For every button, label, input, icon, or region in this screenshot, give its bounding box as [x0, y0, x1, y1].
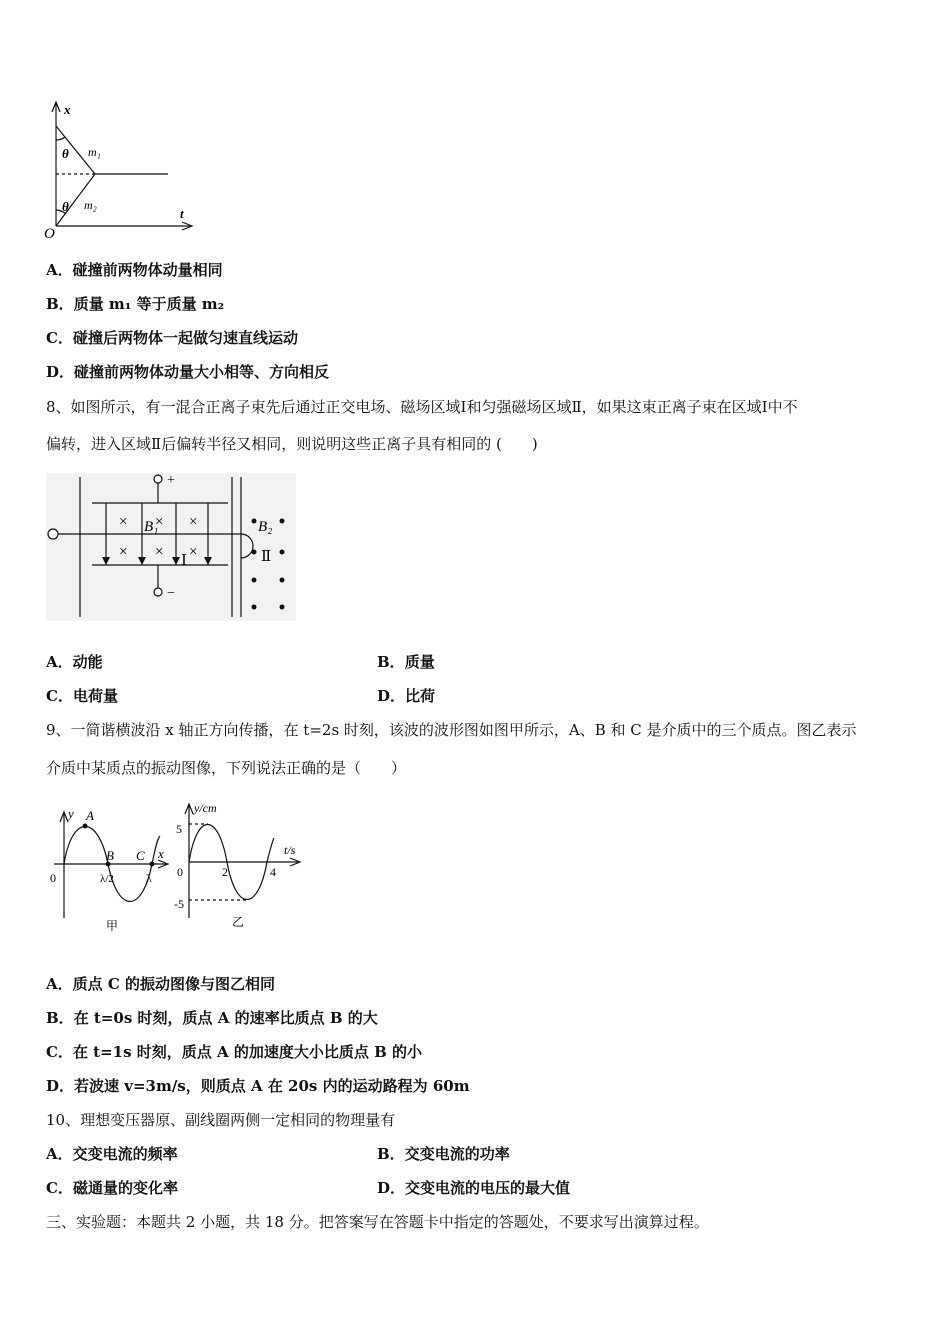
- caption-jia: 甲: [106, 919, 119, 933]
- minus-label: −: [167, 586, 175, 601]
- point-a: [83, 824, 88, 829]
- q9-vibration-graph: [172, 800, 307, 934]
- origin-label: O: [44, 226, 55, 240]
- q10-option-a: [46, 1144, 178, 1164]
- t-label: t/s: [284, 843, 296, 857]
- option-letter: C．: [46, 1043, 73, 1061]
- b2-dot: [252, 550, 257, 555]
- option-text: 电荷量: [72, 687, 118, 705]
- q9-wave-graph: [46, 800, 174, 942]
- region-1-label: Ⅰ: [181, 553, 187, 569]
- b1-label: B₁: [144, 519, 159, 535]
- option-letter: B．: [46, 1009, 74, 1027]
- region-2-label: Ⅱ: [261, 549, 272, 565]
- q8-option-c: [46, 686, 118, 706]
- tick-4: 4: [270, 865, 276, 879]
- t-axis-label: t: [180, 206, 184, 221]
- q8-stem-line2: 偏转，进入区域Ⅱ后偏转半径又相同，则说明这些正离子具有相同的 ( ): [46, 435, 538, 453]
- option-text: 在 t=0s 时刻，质点 A 的速率比质点 B 的大: [73, 1009, 378, 1027]
- option-text: 动能: [72, 653, 103, 671]
- b2-dot: [252, 605, 257, 610]
- option-text: 比荷: [405, 687, 436, 705]
- b2-dot: [280, 550, 285, 555]
- option-text: 碰撞前两物体动量相同: [72, 261, 223, 279]
- q8-field-diagram: [46, 473, 296, 621]
- point-c: [150, 862, 155, 867]
- ion-source: [48, 529, 58, 539]
- x-label: x: [158, 846, 164, 861]
- tick-5: 5: [176, 822, 182, 836]
- theta-top-label: θ: [62, 146, 69, 161]
- option-letter: D．: [46, 1077, 75, 1095]
- point-a-label: A: [86, 808, 94, 823]
- option-text: 交变电流的电压的最大值: [405, 1179, 571, 1197]
- b2-label: B₂: [258, 519, 273, 535]
- option-letter: A．: [46, 261, 73, 279]
- option-letter: D．: [46, 363, 75, 381]
- plus-label: +: [167, 473, 175, 488]
- option-text: 质量: [404, 653, 435, 671]
- b2-dot: [252, 578, 257, 583]
- option-letter: B．: [46, 295, 74, 313]
- q10-option-d: [377, 1178, 570, 1198]
- q8-option-b: [377, 652, 435, 672]
- b1-cross: ×: [189, 544, 198, 560]
- b1-cross: ×: [155, 514, 164, 530]
- half-lambda-label: λ/2: [100, 873, 114, 885]
- y-label: y: [68, 806, 74, 821]
- option-text: 在 t=1s 时刻，质点 A 的加速度大小比质点 B 的小: [72, 1043, 422, 1061]
- option-letter: C．: [46, 687, 73, 705]
- b2-dot: [280, 578, 285, 583]
- option-letter: C．: [46, 329, 73, 347]
- b1-cross: ×: [155, 544, 164, 560]
- q9-option-b: [46, 1008, 378, 1028]
- origin-label: 0: [50, 871, 56, 885]
- option-text: 交变电流的频率: [72, 1145, 178, 1163]
- section-3-heading: 三、实验题：本题共 2 小题，共 18 分。把答案写在答题卡中指定的答题处，不要求写出演算过程。: [46, 1213, 709, 1231]
- point-c-label: C: [136, 848, 145, 863]
- option-text: 磁通量的变化率: [72, 1179, 178, 1197]
- q7-option-b: [46, 294, 224, 314]
- option-letter: B．: [377, 653, 405, 671]
- q7-option-d: [46, 362, 329, 382]
- x-axis-label: x: [64, 102, 71, 117]
- q7-option-c: [46, 328, 298, 348]
- option-letter: C．: [46, 1179, 73, 1197]
- option-text: 碰撞前两物体动量大小相等、方向相反: [74, 363, 330, 381]
- option-letter: A．: [46, 1145, 73, 1163]
- option-text: 质量 m₁ 等于质量 m₂: [73, 295, 225, 313]
- theta-arc-top: [56, 137, 65, 140]
- option-letter: A．: [46, 975, 73, 993]
- q9-option-a: [46, 974, 275, 994]
- q9-option-c: [46, 1042, 422, 1062]
- b1-cross: ×: [119, 544, 128, 560]
- point-b-label: B: [106, 848, 114, 863]
- q7-xt-graph: [40, 98, 200, 240]
- tick-0: 0: [177, 865, 183, 879]
- q8-option-a: [46, 652, 103, 672]
- negative-terminal: [154, 588, 162, 596]
- tick-2: 2: [222, 865, 228, 879]
- m2-label: m₂: [84, 198, 97, 212]
- b1-cross: ×: [189, 514, 198, 530]
- b2-dot: [280, 519, 285, 524]
- tick-neg-5: -5: [174, 897, 184, 911]
- b2-dot: [252, 519, 257, 524]
- b1-cross: ×: [119, 514, 128, 530]
- m1-label: m₁: [88, 145, 101, 159]
- q10-option-b: [377, 1144, 510, 1164]
- q8-stem-line1: 8、如图所示，有一混合正离子束先后通过正交电场、磁场区域Ⅰ和匀强磁场区域Ⅱ，如果这束正离子束在区域Ⅰ中不: [46, 398, 798, 416]
- q10-stem: 10、理想变压器原、副线圈两侧一定相同的物理量有: [46, 1111, 396, 1129]
- q9-stem-line1: 9、一简谐横波沿 x 轴正方向传播，在 t=2s 时刻，该波的波形图如图甲所示，A、B 和 C 是介质中的三个质点。图乙表示: [46, 721, 857, 739]
- option-text: 若波速 v=3m/s，则质点 A 在 20s 内的运动路程为 60m: [74, 1077, 470, 1095]
- option-text: 交变电流的功率: [404, 1145, 510, 1163]
- positive-terminal: [154, 475, 162, 483]
- option-letter: B．: [377, 1145, 405, 1163]
- theta-bottom-label: θ: [62, 199, 69, 214]
- y-label: y/cm: [194, 801, 217, 815]
- option-text: 碰撞后两物体一起做匀速直线运动: [72, 329, 298, 347]
- option-letter: D．: [377, 1179, 406, 1197]
- b2-dot: [280, 605, 285, 610]
- q8-option-d: [377, 686, 435, 706]
- option-text: 质点 C 的振动图像与图乙相同: [72, 975, 276, 993]
- q9-option-d: [46, 1076, 470, 1096]
- lambda-label: λ: [146, 871, 152, 885]
- option-letter: A．: [46, 653, 73, 671]
- option-letter: D．: [377, 687, 406, 705]
- q9-stem-line2: 介质中某质点的振动图像，下列说法正确的是（ ）: [46, 759, 407, 777]
- q7-option-a: [46, 260, 223, 280]
- caption-yi: 乙: [232, 915, 245, 929]
- q10-option-c: [46, 1178, 178, 1198]
